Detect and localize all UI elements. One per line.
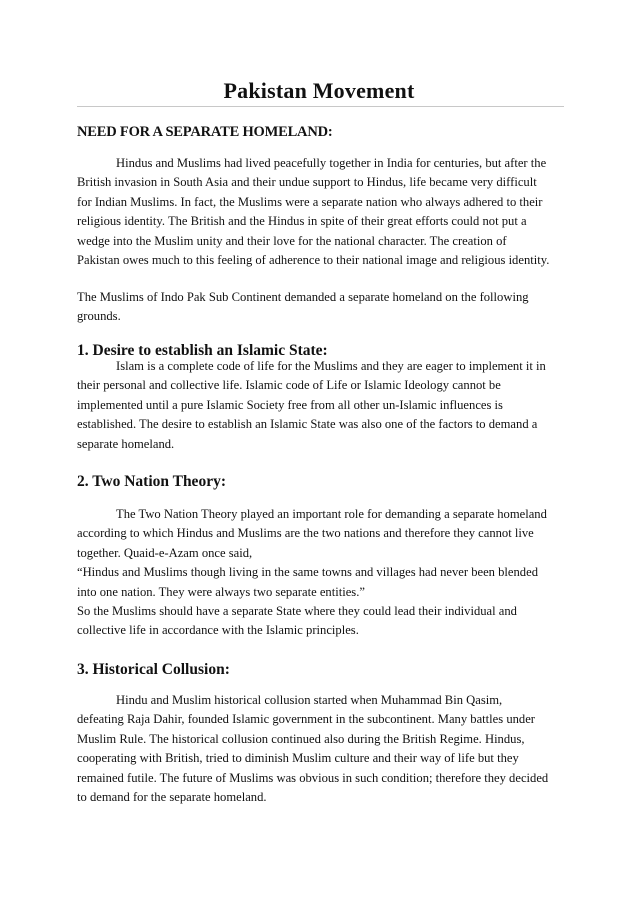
paragraph-line: Islam is a complete code of life for the Muslims and they are eager to implement it in [116, 359, 546, 373]
historical-collusion-paragraph [77, 691, 564, 807]
paragraph-line: together. Quaid-e-Azam once said, [77, 545, 253, 560]
paragraph-line: The Muslims of Indo Pak Sub Continent demanded a separate homeland on the following [77, 290, 529, 304]
quote-line: into one nation. They were always two separate entities.” [77, 584, 365, 599]
paragraph-line: implemented until a pure Islamic Society free from all other un-Islamic influences is [77, 397, 503, 412]
paragraph-line: wedge into the Muslim unity and their love for the national character. The creation of [77, 233, 507, 248]
paragraph-line: The Two Nation Theory played an important role for demanding a separate homeland [116, 507, 547, 521]
paragraph-line: Muslim Rule. The historical collusion continued also during the British Regime. Hindus, [77, 731, 525, 746]
paragraph-line: cooperating with British, tried to diminish Muslim culture and their way of life but they [77, 751, 519, 766]
paragraph-line: Pakistan owes much to this feeling of adherence to their national image and religious identity. [77, 253, 550, 268]
page-title: Pakistan Movement [223, 78, 415, 103]
paragraph-line: their personal and collective life. Islamic code of Life or Islamic Ideology cannot be [77, 378, 501, 393]
paragraph-line: separate homeland. [77, 436, 175, 451]
paragraph-line: according to which Hindus and Muslims are the two nations and therefore they cannot live [77, 526, 534, 541]
islamic-state-paragraph [77, 357, 564, 454]
two-nation-paragraph [77, 505, 564, 641]
paragraph-line: religious identity. The British and the Hindus in spite of their great efforts could not put a [77, 214, 527, 229]
paragraph-line: established. The desire to establish an Islamic State was also one of the factors to demand a [77, 417, 538, 432]
quote-line: “Hindus and Muslims though living in the same towns and villages had never been blended [77, 565, 538, 580]
paragraph-line: to demand for the separate homeland. [77, 790, 267, 805]
paragraph-line: for Indian Muslims. In fact, the Muslims were a separate nation who always adhered to their [77, 194, 543, 209]
section-heading-historical-collusion: 3. Historical Collusion: [77, 661, 230, 678]
title-divider [77, 106, 564, 107]
paragraph-line: So the Muslims should have a separate State where they could lead their individual and [77, 604, 517, 619]
paragraph-line: Hindu and Muslim historical collusion started when Muhammad Bin Qasim, [116, 693, 503, 707]
paragraph-line: British invasion in South Asia and their undue support to Hindus, life became very difficult [77, 175, 537, 190]
paragraph-line: remained futile. The future of Muslims was obvious in such condition; therefore they decided [77, 770, 549, 785]
paragraph-line: grounds. [77, 309, 121, 324]
section-heading-islamic-state: 1. Desire to establish an Islamic State: [77, 342, 328, 359]
paragraph-line: defeating Raja Dahir, founded Islamic government in the subcontinent. Many battles under [77, 712, 535, 727]
intro-paragraph [77, 154, 564, 270]
section-heading-two-nation-theory: 2. Two Nation Theory: [77, 473, 226, 490]
grounds-paragraph [77, 288, 564, 327]
section-heading-separate-homeland: NEED FOR A SEPARATE HOMELAND: [77, 124, 333, 140]
paragraph-line: collective life in accordance with the Islamic principles. [77, 623, 359, 638]
paragraph-line: Hindus and Muslims had lived peacefully together in India for centuries, but after the [116, 156, 547, 170]
